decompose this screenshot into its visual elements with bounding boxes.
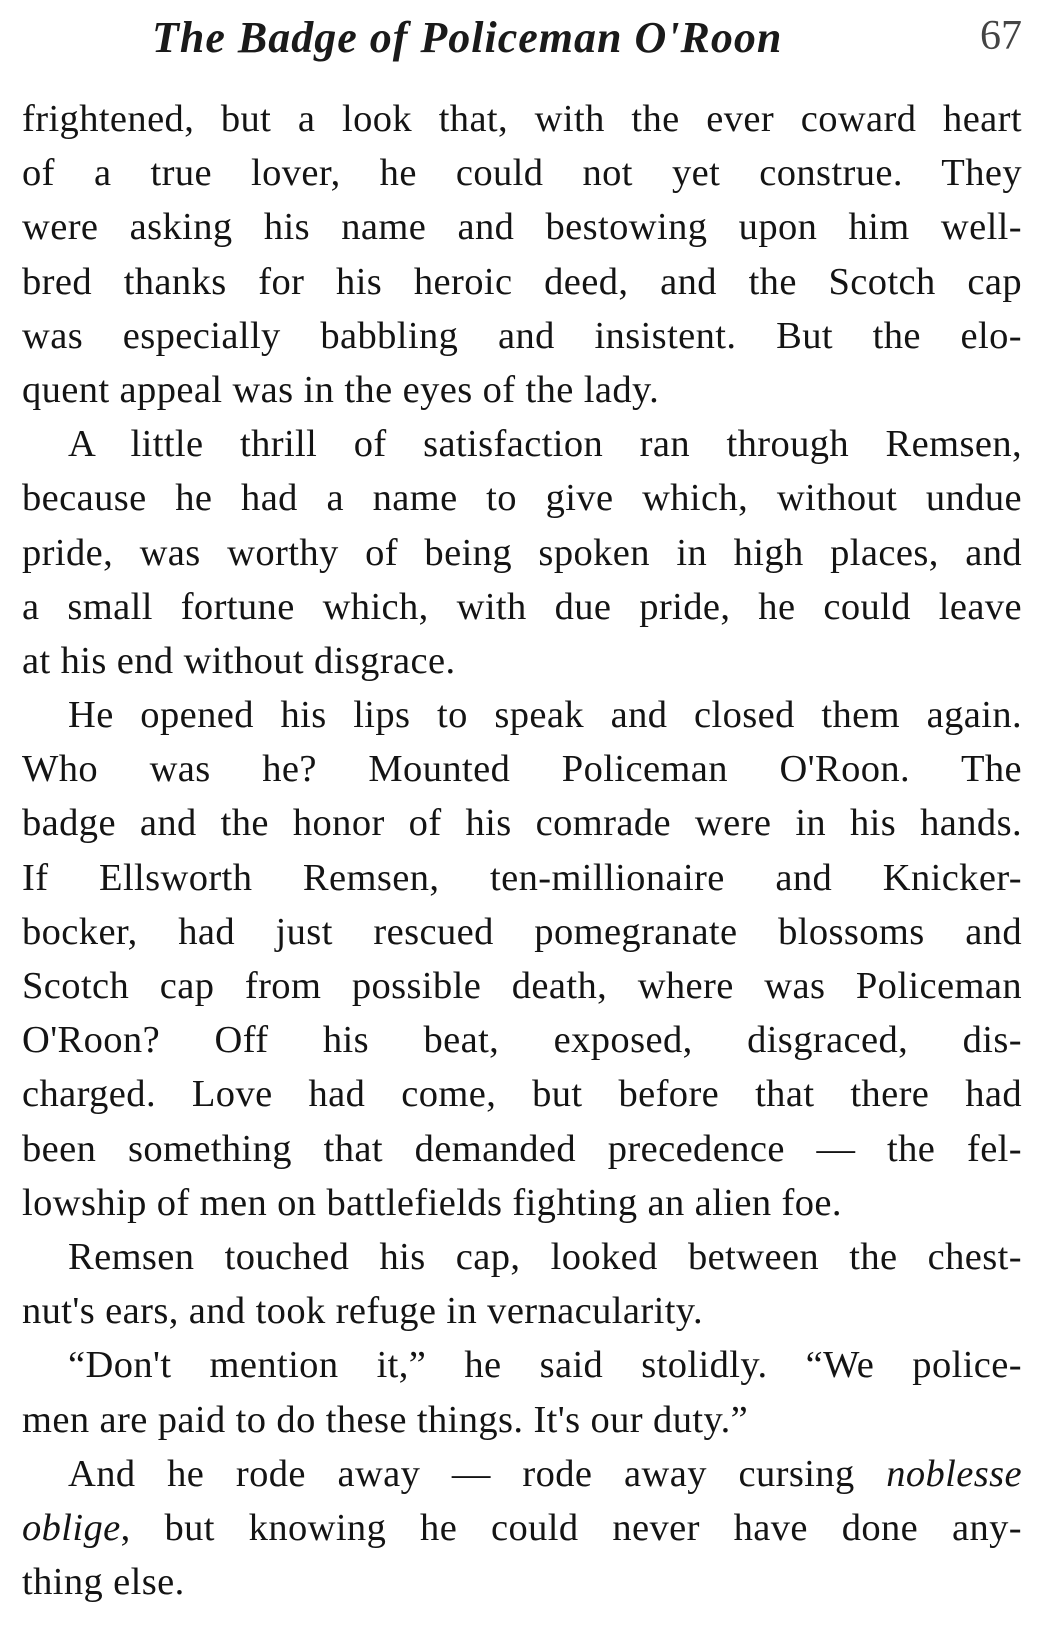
italic-text: noblesse: [886, 1452, 1022, 1495]
text-line: charged. Love had come, but before that there had: [22, 1073, 1022, 1116]
text-run: And he rode away — rode away cursing: [68, 1452, 887, 1495]
text-line: because he had a name to give which, without undue: [22, 477, 1022, 520]
paragraph-3: [22, 688, 1022, 1230]
text-line: at his end without disgrace.: [22, 639, 456, 682]
text-line: badge and the honor of his comrade were in his hands.: [22, 802, 1022, 845]
text-line: men are paid to do these things. It's our duty.”: [22, 1398, 749, 1441]
text-run: , but knowing he could never have done any-: [120, 1506, 1022, 1549]
text-line: been something that demanded precedence — the fel-: [22, 1127, 1022, 1170]
page-number: 67: [980, 13, 1022, 59]
paragraph-6: [22, 1447, 1022, 1610]
text-line: quent appeal was in the eyes of the lady.: [22, 368, 660, 411]
text-line: bocker, had just rescued pomegranate blossoms and: [22, 910, 1022, 953]
text-line: was especially babbling and insistent. But the elo-: [22, 314, 1022, 357]
paragraph-4: [22, 1230, 1022, 1338]
text-line: a small fortune which, with due pride, he could leave: [22, 585, 1022, 628]
text-line: O'Roon? Off his beat, exposed, disgraced, dis-: [22, 1019, 1022, 1062]
text-line: thing else.: [22, 1561, 185, 1604]
paragraph-5: [22, 1338, 1022, 1446]
text-line: Who was he? Mounted Policeman O'Roon. The: [22, 748, 1022, 791]
text-line: Scotch cap from possible death, where was Policeman: [22, 965, 1022, 1007]
text-line: He opened his lips to speak and closed them again.: [68, 694, 1022, 737]
text-line: A little thrill of satisfaction ran through Remsen,: [68, 423, 1022, 466]
text-line: nut's ears, and took refuge in vernacularity.: [22, 1290, 703, 1333]
text-line: [22, 1501, 1022, 1555]
body-text: [22, 92, 1022, 1609]
text-line: “Don't mention it,” he said stolidly. “We police-: [68, 1344, 1022, 1387]
book-page: [22, 0, 1022, 1646]
text-line: were asking his name and bestowing upon him well-: [22, 206, 1022, 249]
text-line: lowship of men on battlefields fighting an alien foe.: [22, 1181, 842, 1224]
italic-text: oblige: [22, 1506, 121, 1549]
running-title: The Badge of Policeman O'Roon: [152, 13, 783, 62]
paragraph-1: [22, 92, 1022, 417]
text-line: If Ellsworth Remsen, ten-millionaire and Knicker-: [22, 856, 1022, 899]
text-line: frightened, but a look that, with the ever coward heart: [22, 98, 1022, 140]
text-line: pride, was worthy of being spoken in high places, and: [22, 531, 1022, 574]
running-head: [22, 0, 1022, 86]
text-line: Remsen touched his cap, looked between the chest-: [68, 1235, 1022, 1278]
text-line: of a true lover, he could not yet construe. They: [22, 152, 1022, 195]
text-line: bred thanks for his heroic deed, and the Scotch cap: [22, 260, 1022, 303]
paragraph-2: [22, 417, 1022, 688]
text-line: [22, 1447, 1022, 1501]
